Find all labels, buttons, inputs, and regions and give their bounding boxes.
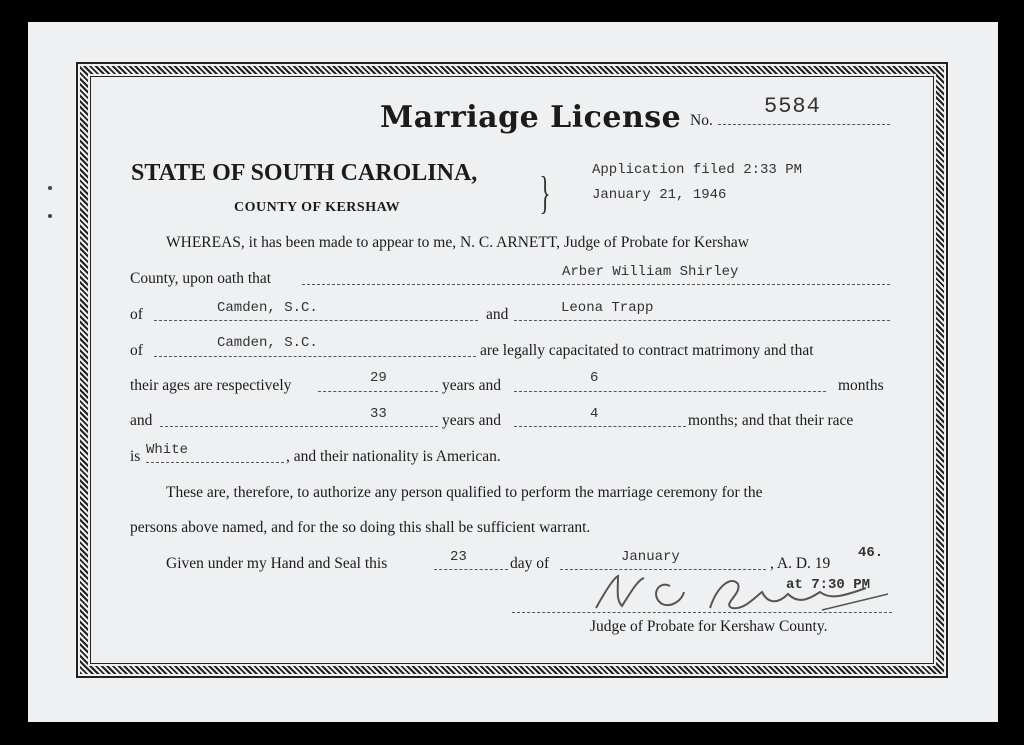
nationality-text: , and their nationality is American. <box>286 448 501 465</box>
groom-age-years: 29 <box>370 370 387 386</box>
day-of-label: day of <box>510 555 550 572</box>
months-label: months <box>838 377 884 394</box>
signing-time: at 7:30 PM <box>786 577 871 593</box>
and-label-2: and <box>130 412 153 429</box>
groom-years-line <box>318 391 438 392</box>
months-race-text: months; and that their race <box>688 412 854 429</box>
upon-oath-label: County, upon oath that <box>130 270 272 287</box>
of-label: of <box>130 306 143 323</box>
brace: } <box>539 167 551 218</box>
license-number: 5584 <box>764 94 821 119</box>
application-filed: Application filed 2:33 PM <box>592 162 803 178</box>
given-under-label: Given under my Hand and Seal this <box>166 555 388 572</box>
bride-age-months: 4 <box>590 406 599 422</box>
bride-residence: Camden, S.C. <box>217 335 318 351</box>
license-title: Marriage License <box>380 100 682 135</box>
month: January <box>621 549 680 565</box>
county-heading: COUNTY OF KERSHAW <box>234 200 401 215</box>
authorize-text-2: persons above named, and for the so doing this shall be sufficient warrant. <box>130 519 591 536</box>
day-number: 23 <box>450 549 467 565</box>
application-date: January 21, 1946 <box>592 187 727 203</box>
state-heading: STATE OF SOUTH CAROLINA, <box>131 160 478 186</box>
judge-signature-icon <box>592 570 892 616</box>
groom-residence: Camden, S.C. <box>217 300 318 316</box>
bride-age-years: 33 <box>370 406 387 422</box>
year-suffix: 46. <box>858 545 884 561</box>
groom-age-months: 6 <box>590 370 599 386</box>
bride-name: Leona Trapp <box>561 300 654 316</box>
authorize-text-1: These are, therefore, to authorize any person qualified to perform the marriage ceremony for the <box>166 484 763 501</box>
bride-years-line <box>160 426 438 427</box>
years-and-label: years and <box>442 377 501 394</box>
punch-mark <box>48 214 52 218</box>
race-line <box>146 462 284 463</box>
of-label: of <box>130 342 143 359</box>
day-line <box>434 569 508 570</box>
bride-name-line <box>514 320 890 321</box>
years-and-label: years and <box>442 412 501 429</box>
whereas-text: WHEREAS, it has been made to appear to me, N. C. ARNETT, Judge of Probate for Kershaw <box>166 234 749 251</box>
punch-mark <box>48 186 52 190</box>
is-label: is <box>130 448 141 465</box>
groom-months-line <box>514 391 826 392</box>
race: White <box>146 442 189 458</box>
groom-name: Arber William Shirley <box>562 264 739 280</box>
bride-residence-line <box>154 356 476 357</box>
license-number-label: No. <box>690 112 713 129</box>
bride-months-line <box>514 426 686 427</box>
judge-caption: Judge of Probate for Kershaw County. <box>590 618 828 635</box>
ages-label: their ages are respectively <box>130 377 292 394</box>
license-number-line <box>718 124 890 125</box>
groom-name-line <box>302 284 890 285</box>
and-label: and <box>486 306 509 323</box>
ad-label: , A. D. 19 <box>770 555 831 572</box>
groom-residence-line <box>154 320 478 321</box>
capacitated-text: are legally capacitated to contract matrimony and that <box>480 342 814 359</box>
